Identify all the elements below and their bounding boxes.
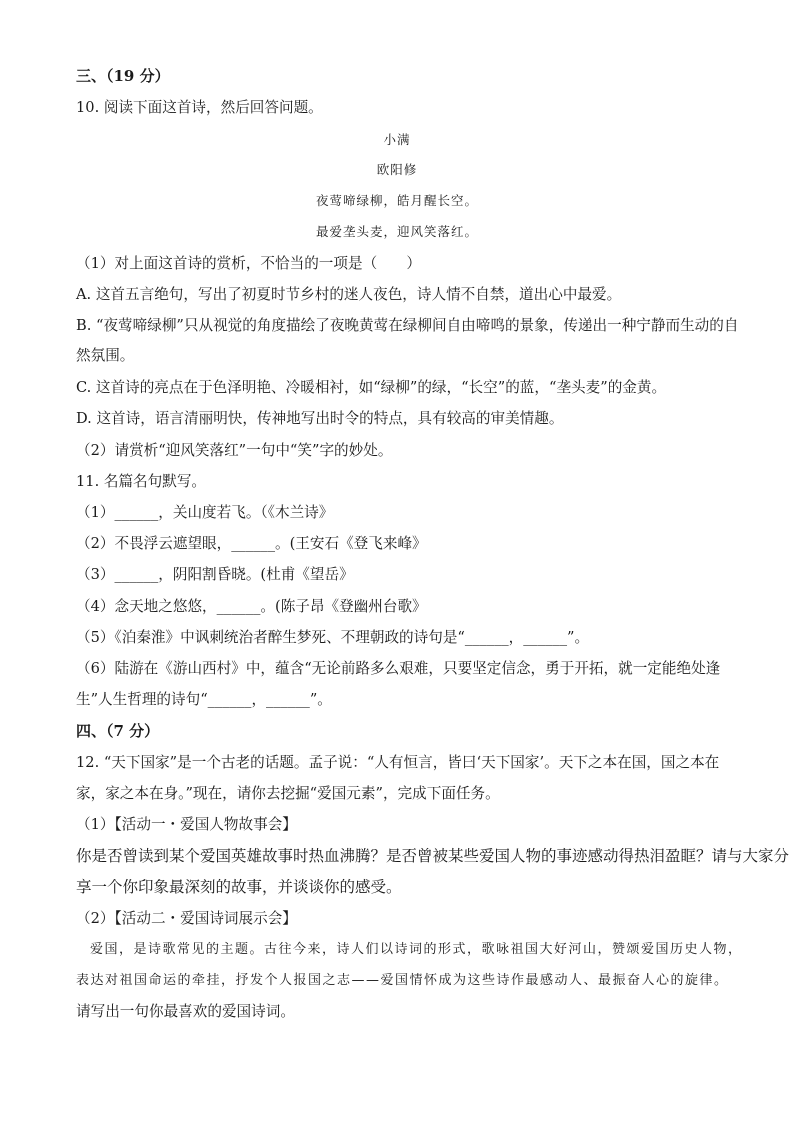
recitation-item-6-line-1: （6）陆游在《游山西村》中，蕴含“无论前路多么艰难，只要坚定信念，勇于开拓，就一定能绝处逢 <box>76 660 721 677</box>
question-11-prompt: 11. 名篇名句默写。 <box>76 473 207 490</box>
section-heading-4: 四、（7 分） <box>76 722 160 740</box>
question-10-prompt: 10. 阅读下面这首诗，然后回答问题。 <box>76 99 323 116</box>
activity-2-paragraph-line-2: 表达对祖国命运的牵挂，抒发个人报国之志——爱国情怀成为这些诗作最感动人、最振奋人心的旋律。 <box>76 973 729 988</box>
recitation-item-1: （1）______，关山度若飞。（《木兰诗》 <box>76 504 334 521</box>
poem-author: 欧阳修 <box>376 162 418 177</box>
option-c: C. 这首诗的亮点在于色泽明艳、冷暖相衬，如“绿柳”的绿，“长空”的蓝，“垄头麦”的金黄。 <box>76 379 667 396</box>
poem-line-1: 夜莺啼绿柳，皓月醒长空。 <box>315 193 478 208</box>
recitation-item-6-line-2: 生”人生哲理的诗句“______，______”。 <box>76 691 332 708</box>
option-b-line-2: 然氛围。 <box>76 347 135 364</box>
activity-1-line-1: 你是否曾读到某个爱国英雄故事时热血沸腾？是否曾被某些爱国人物的事迹感动得热泪盈眶？请与大家分 <box>76 847 790 865</box>
poem-title: 小满 <box>383 132 411 147</box>
activity-2-title: （2）【活动二・爱国诗词展示会】 <box>76 910 297 927</box>
recitation-item-2: （2）不畏浮云遮望眼，______。(王安石《登飞来峰》 <box>76 535 427 552</box>
question-12-intro-line-2: 家，家之本在身。”现在，请你去挖掘“爱国元素”，完成下面任务。 <box>76 785 500 802</box>
question-10-sub-1: （1）对上面这首诗的赏析，不恰当的一项是（ ） <box>76 255 421 272</box>
option-a: A. 这首五言绝句，写出了初夏时节乡村的迷人夜色，诗人情不自禁，道出心中最爱。 <box>76 286 622 303</box>
activity-1-line-2: 享一个你印象最深刻的故事，并谈谈你的感受。 <box>76 878 402 896</box>
question-10-sub-2: （2）请赏析“迎风笑落红”一句中“笑”字的妙处。 <box>76 442 393 459</box>
recitation-item-4: （4）念天地之悠悠，______。(陈子昂《登幽州台歌》 <box>76 598 427 615</box>
recitation-item-3: （3）______，阴阳割昏晓。(杜甫《望岳》 <box>76 566 354 583</box>
poem-line-2: 最爱垄头麦，迎风笑落红。 <box>315 224 478 239</box>
activity-2-task: 请写出一句你最喜欢的爱国诗词。 <box>76 1003 295 1020</box>
option-d: D. 这首诗，语言清丽明快，传神地写出时令的特点，具有较高的审美情趣。 <box>76 410 564 427</box>
option-b-line-1: B. “夜莺啼绿柳”只从视觉的角度描绘了夜晚黄莺在绿柳间自由啼鸣的景象，传递出一种宁静而生动的自 <box>76 317 739 334</box>
activity-2-paragraph-line-1: 爱国，是诗歌常见的主题。古往今来，诗人们以诗词的形式，歌咏祖国大好河山，赞颂爱国历史人物， <box>90 942 743 957</box>
activity-1-title: （1）【活动一・爱国人物故事会】 <box>76 816 297 833</box>
recitation-item-5: （5）《泊秦淮》中讽刺统治者醉生梦死、不理朝政的诗句是“______，______”。 <box>76 629 590 646</box>
question-12-intro-line-1: 12. “天下国家”是一个古老的话题。孟子说：“人有恒言，皆曰‘天下国家’。天下之本在国，国之本在 <box>76 754 720 771</box>
section-heading-3: 三、（19 分） <box>76 67 170 85</box>
